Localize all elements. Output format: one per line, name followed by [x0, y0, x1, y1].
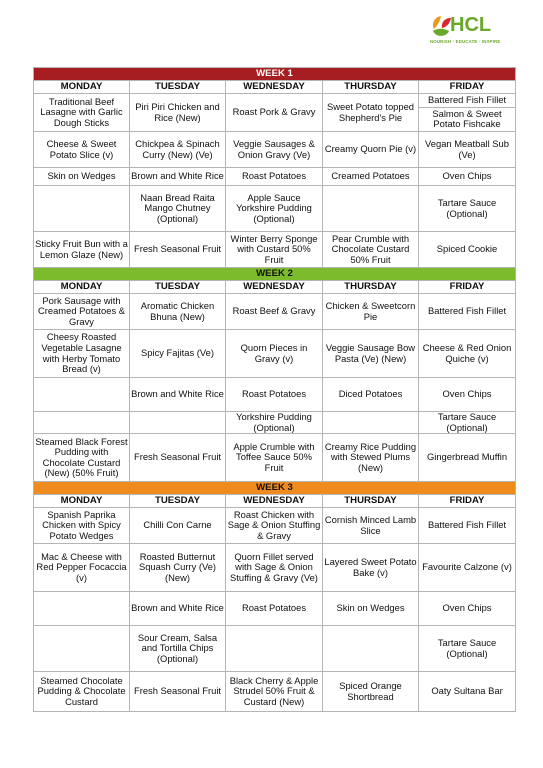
- menu-item: Gingerbread Muffin: [426, 451, 508, 463]
- menu-item: Aromatic Chicken Bhuna (New): [140, 299, 215, 322]
- menu-item: Sticky Fruit Bun with a Lemon Glaze (New): [35, 237, 128, 260]
- menu-cell: [226, 412, 323, 434]
- day-header-tuesday: TUESDAY: [130, 495, 226, 508]
- menu-item: Steamed Chocolate Pudding & Chocolate Custard: [37, 674, 126, 707]
- day-header-row: [34, 281, 516, 294]
- menu-row: [34, 626, 516, 672]
- logo-tagline: NOURISH · EDUCATE · INSPIRE: [430, 39, 501, 44]
- menu-item: Apple Crumble with Toffee Sauce 50% Fruit: [233, 440, 315, 473]
- day-header-row: [34, 81, 516, 94]
- menu-item: Steamed Black Forest Pudding with Chocolate Custard (New) (50% Fruit): [35, 435, 128, 479]
- week-header-row: [34, 68, 516, 81]
- week-title: WEEK 2: [34, 268, 516, 281]
- menu-item: Quorn Pieces in Gravy (v): [240, 341, 308, 364]
- day-header-thursday: THURSDAY: [323, 495, 419, 508]
- menu-cell: [34, 544, 130, 592]
- menu-item: Oven Chips: [442, 602, 492, 614]
- menu-cell: [130, 592, 226, 626]
- menu-item: Roast Potatoes: [241, 388, 307, 400]
- menu-cell: [323, 544, 419, 592]
- menu-item: Pear Crumble with Chocolate Custard 50% Fruit: [331, 232, 410, 265]
- week-title: WEEK 3: [34, 482, 516, 495]
- menu-item: Oven Chips: [442, 388, 492, 400]
- menu-item: Skin on Wedges: [336, 602, 405, 614]
- menu-item: Battered Fish Fillet: [427, 94, 507, 106]
- menu-item: Fresh Seasonal Fruit: [133, 451, 222, 463]
- menu-cell: [419, 168, 516, 186]
- menu-item: Naan Bread Raita Mango Chutney (Optional): [140, 191, 215, 224]
- menu-cell: [226, 186, 323, 232]
- menu-cell: [323, 626, 419, 672]
- menu-item: Cheese & Sweet Potato Slice (v): [46, 137, 117, 160]
- menu-cell: [419, 94, 516, 132]
- menu-item: Fresh Seasonal Fruit: [133, 243, 222, 255]
- menu-cell: [34, 330, 130, 378]
- menu-cell: [419, 132, 516, 168]
- menu-cell: [34, 94, 130, 132]
- menu-item: Salmon & Sweet Potato Fishcake: [432, 107, 502, 130]
- day-header-wednesday: WEDNESDAY: [226, 281, 323, 294]
- menu-item: Apple Sauce Yorkshire Pudding (Optional): [236, 191, 312, 224]
- menu-cell: [226, 592, 323, 626]
- menu-item: Tartare Sauce (Optional): [437, 637, 497, 659]
- menu-cell: [130, 434, 226, 482]
- menu-cell: [130, 330, 226, 378]
- menu-cell: [34, 186, 130, 232]
- menu-item: Roast Pork & Gravy: [232, 106, 316, 118]
- menu-item: Spicy Fajitas (Ve): [141, 347, 214, 359]
- menu-item: Diced Potatoes: [338, 388, 403, 400]
- menu-item: Traditional Beef Lasagne with Garlic Dough Sticks: [40, 95, 123, 128]
- menu-item: Veggie Sausage Bow Pasta (Ve) (New): [325, 341, 416, 364]
- menu-cell: [34, 232, 130, 268]
- menu-item: Roast Potatoes: [241, 170, 307, 182]
- menu-item: Yorkshire Pudding (Optional): [236, 411, 312, 433]
- menu-item: Cheesy Roasted Vegetable Lasagne with Herby Tomato Bread (v): [41, 331, 122, 375]
- menu-row: [34, 294, 516, 330]
- menu-cell: [323, 672, 419, 712]
- menu-row: [34, 508, 516, 544]
- menu-cell: [419, 592, 516, 626]
- day-header-thursday: THURSDAY: [323, 81, 419, 94]
- menu-cell: [419, 294, 516, 330]
- menu-item: Tartare Sauce (Optional): [437, 411, 497, 433]
- menu-item: Winter Berry Sponge with Custard 50% Fruit: [230, 232, 318, 265]
- menu-item: Piri Piri Chicken and Rice (New): [135, 100, 220, 123]
- day-header-monday: MONDAY: [34, 495, 130, 508]
- logo-text: HCL: [450, 14, 492, 36]
- menu-row: [34, 132, 516, 168]
- menu-cell: [130, 132, 226, 168]
- menu-cell: [226, 132, 323, 168]
- week-title: WEEK 1: [34, 68, 516, 81]
- menu-item: Favourite Calzone (v): [422, 561, 512, 573]
- menu-item: Cornish Minced Lamb Slice: [324, 514, 417, 536]
- menu-cell: [419, 330, 516, 378]
- day-header-wednesday: WEDNESDAY: [226, 81, 323, 94]
- menu-cell: [34, 508, 130, 544]
- menu-item: Chilli Con Carne: [143, 519, 212, 531]
- menu-item: Vegan Meatball Sub (Ve): [425, 137, 509, 160]
- day-header-tuesday: TUESDAY: [130, 281, 226, 294]
- menu-item: Creamy Quorn Pie (v): [324, 143, 417, 155]
- menu-row: [34, 592, 516, 626]
- menu-cell: [130, 94, 226, 132]
- menu-item: Chickpea & Spinach Curry (New) (Ve): [135, 137, 220, 160]
- menu-cell: [419, 186, 516, 232]
- menu-item: Tartare Sauce (Optional): [437, 196, 497, 219]
- menu-item: Battered Fish Fillet: [427, 305, 507, 317]
- day-header-monday: MONDAY: [34, 81, 130, 94]
- menu-cell: [419, 672, 516, 712]
- day-header-friday: FRIDAY: [419, 81, 516, 94]
- day-header-row: [34, 495, 516, 508]
- lunch-menu-table: [33, 67, 516, 712]
- menu-row: [34, 412, 516, 434]
- day-header-thursday: THURSDAY: [323, 281, 419, 294]
- menu-item: Brown and White Rice: [131, 602, 224, 614]
- day-header-friday: FRIDAY: [419, 495, 516, 508]
- menu-cell: [226, 294, 323, 330]
- menu-row: [34, 672, 516, 712]
- menu-cell: [34, 672, 130, 712]
- menu-item: Spiced Cookie: [436, 243, 498, 255]
- menu-cell: [323, 434, 419, 482]
- menu-cell: [130, 294, 226, 330]
- menu-cell: [226, 672, 323, 712]
- menu-item: Mac & Cheese with Red Pepper Focaccia (v): [36, 550, 127, 583]
- menu-cell: [323, 330, 419, 378]
- menu-cell: [34, 412, 130, 434]
- menu-row: [34, 168, 516, 186]
- menu-row: [34, 434, 516, 482]
- menu-cell: [419, 434, 516, 482]
- menu-item: Oven Chips: [442, 170, 492, 182]
- menu-item: Skin on Wedges: [47, 170, 116, 182]
- menu-item: Sour Cream, Salsa and Tortilla Chips (Optional): [137, 631, 218, 664]
- day-header-friday: FRIDAY: [419, 281, 516, 294]
- menu-item: Battered Fish Fillet: [427, 519, 507, 531]
- menu-item: Pork Sausage with Creamed Potatoes & Gravy: [37, 294, 126, 327]
- menu-row: [34, 232, 516, 268]
- menu-cell: [226, 232, 323, 268]
- menu-cell: [130, 232, 226, 268]
- menu-cell: [130, 544, 226, 592]
- menu-cell: [130, 672, 226, 712]
- week-header-row: [34, 482, 516, 495]
- menu-cell: [323, 592, 419, 626]
- menu-cell: [34, 168, 130, 186]
- menu-cell: [34, 378, 130, 412]
- menu-cell: [226, 168, 323, 186]
- day-header-monday: MONDAY: [34, 281, 130, 294]
- menu-cell: [130, 626, 226, 672]
- menu-cell: [130, 378, 226, 412]
- menu-cell: [130, 412, 226, 434]
- menu-cell: [323, 294, 419, 330]
- hcl-logo: [428, 12, 508, 52]
- menu-cell: [34, 626, 130, 672]
- menu-item: Cheese & Red Onion Quiche (v): [422, 341, 512, 364]
- menu-item: Roast Potatoes: [241, 602, 307, 614]
- menu-item: Chicken & Sweetcorn Pie: [325, 299, 416, 322]
- menu-cell: [130, 186, 226, 232]
- menu-item: Black Cherry & Apple Strudel 50% Fruit & Custard (New): [229, 674, 319, 707]
- menu-cell: [419, 626, 516, 672]
- menu-item: Brown and White Rice: [131, 388, 224, 400]
- menu-cell: [419, 412, 516, 434]
- menu-cell: [323, 508, 419, 544]
- menu-item: Layered Sweet Potato Bake (v): [324, 556, 417, 578]
- menu-cell: [34, 592, 130, 626]
- menu-row: [34, 94, 516, 132]
- menu-cell: [226, 544, 323, 592]
- leaf-icon: [430, 15, 452, 39]
- menu-cell: [34, 294, 130, 330]
- day-header-wednesday: WEDNESDAY: [226, 495, 323, 508]
- menu-item: Spanish Paprika Chicken with Spicy Potato Wedges: [42, 508, 121, 541]
- menu-cell: [323, 186, 419, 232]
- menu-cell: [34, 434, 130, 482]
- week-header-row: [34, 268, 516, 281]
- menu-row: [34, 544, 516, 592]
- menu-cell: [226, 330, 323, 378]
- menu-cell: [323, 412, 419, 434]
- menu-cell: [323, 132, 419, 168]
- menu-row: [34, 186, 516, 232]
- menu-cell: [226, 94, 323, 132]
- menu-item: Creamed Potatoes: [331, 170, 410, 182]
- menu-cell: [226, 434, 323, 482]
- menu-cell: [226, 378, 323, 412]
- menu-item: Quorn Fillet served with Sage & Onion Stuffing & Gravy (Ve): [230, 550, 318, 583]
- menu-cell: [323, 378, 419, 412]
- menu-row: [34, 330, 516, 378]
- day-header-tuesday: TUESDAY: [130, 81, 226, 94]
- menu-item: Veggie Sausages & Onion Gravy (Ve): [233, 137, 315, 160]
- menu-item: Fresh Seasonal Fruit: [133, 685, 222, 697]
- menu-cell: [419, 232, 516, 268]
- menu-cell: [419, 378, 516, 412]
- menu-cell: [226, 508, 323, 544]
- menu-item: Sweet Potato topped Shepherd's Pie: [326, 100, 415, 123]
- menu-item: Roast Beef & Gravy: [232, 305, 316, 317]
- menu-item: Brown and White Rice: [131, 170, 224, 182]
- menu-cell: [226, 626, 323, 672]
- menu-cell: [419, 508, 516, 544]
- menu-cell: [323, 232, 419, 268]
- menu-cell: [34, 132, 130, 168]
- menu-cell: [130, 168, 226, 186]
- menu-row: [34, 378, 516, 412]
- menu-cell: [323, 168, 419, 186]
- menu-item: Spiced Orange Shortbread: [339, 680, 402, 702]
- menu-item: Roast Chicken with Sage & Onion Stuffing & Gravy: [227, 508, 321, 541]
- menu-cell: [419, 544, 516, 592]
- menu-cell: [323, 94, 419, 132]
- menu-cell: [130, 508, 226, 544]
- menu-item: Roasted Butternut Squash Curry (Ve) (New): [138, 550, 217, 583]
- menu-item: Oaty Sultana Bar: [431, 685, 503, 697]
- menu-item: Creamy Rice Pudding with Stewed Plums (New): [324, 440, 417, 473]
